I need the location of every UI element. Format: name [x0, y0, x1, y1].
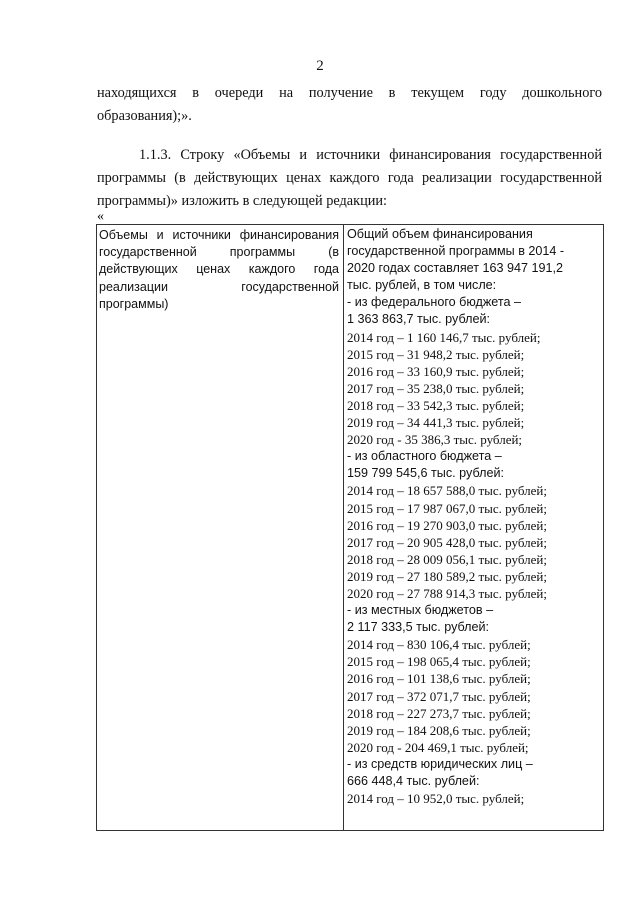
funding-line: 2016 год – 101 138,6 тыс. рублей;: [347, 671, 531, 687]
funding-line: 2015 год – 31 948,2 тыс. рублей;: [347, 346, 525, 362]
funding-line: 2014 год – 10 952,0 тыс. рублей;: [347, 791, 525, 807]
funding-line: 2017 год – 20 905 428,0 тыс. рублей;: [347, 534, 547, 550]
funding-line: 1 363 863,7 тыс. рублей:: [347, 312, 490, 327]
funding-line: 2020 год – 27 788 914,3 тыс. рублей;: [347, 585, 547, 601]
funding-line: 2014 год – 1 160 146,7 тыс. рублей;: [347, 329, 541, 345]
funding-table: [96, 224, 604, 831]
funding-line: - из областного бюджета –: [347, 449, 502, 464]
funding-line: 2016 год – 33 160,9 тыс. рублей;: [347, 363, 525, 379]
table-row: [97, 225, 604, 831]
funding-line: - из местных бюджетов –: [347, 603, 494, 618]
funding-line: 2018 год – 227 273,7 тыс. рублей;: [347, 705, 531, 721]
intro-line-4: программы (в действующих ценах каждого года реализации государственной: [97, 170, 602, 186]
funding-line: 2015 год – 198 065,4 тыс. рублей;: [347, 654, 531, 670]
page-number: 2: [316, 58, 324, 74]
funding-line: - из средств юридических лиц –: [347, 756, 533, 771]
intro-line-2: образования);».: [97, 108, 192, 124]
funding-line: 2019 год – 34 441,3 тыс. рублей;: [347, 415, 525, 431]
funding-line: 2017 год – 35 238,0 тыс. рублей;: [347, 380, 525, 396]
funding-details-cell: [344, 225, 604, 831]
funding-line: 666 448,4 тыс. рублей:: [347, 774, 480, 788]
funding-line: - из федерального бюджета –: [347, 295, 522, 310]
opening-quote: «: [97, 209, 104, 224]
intro-line-3: 1.1.3. Строку «Объемы и источники финансирования государственной: [139, 147, 602, 163]
funding-line: 2018 год – 33 542,3 тыс. рублей;: [347, 397, 525, 413]
funding-line: Общий объем финансирования: [347, 227, 533, 241]
funding-line: 2016 год – 19 270 903,0 тыс. рублей;: [347, 517, 547, 533]
intro-line-5: программы)» изложить в следующей редакции:: [97, 193, 388, 209]
funding-label-cell: [97, 225, 344, 831]
funding-line: государственной программы в 2014 -: [347, 244, 565, 259]
funding-details: [344, 225, 603, 807]
funding-line: 2019 год – 184 208,6 тыс. рублей;: [347, 722, 531, 738]
funding-line: 2017 год – 372 071,7 тыс. рублей;: [347, 688, 531, 704]
funding-line: 2014 год – 18 657 588,0 тыс. рублей;: [347, 483, 547, 499]
funding-line: 2014 год – 830 106,4 тыс. рублей;: [347, 637, 531, 653]
funding-line: тыс. рублей, в том числе:: [347, 278, 497, 293]
funding-label: Объемы и источники финансирования государственной программы (в действующих ценах каждого года реализации государственной программы): [99, 228, 339, 311]
funding-line: 2020 годах составляет 163 947 191,2: [347, 261, 564, 276]
funding-line: 2 117 333,5 тыс. рублей:: [347, 620, 490, 635]
funding-line: 159 799 545,6 тыс. рублей:: [347, 466, 504, 481]
funding-line: 2020 год - 204 469,1 тыс. рублей;: [347, 739, 529, 755]
funding-line: 2020 год - 35 386,3 тыс. рублей;: [347, 432, 523, 448]
funding-line: 2018 год – 28 009 056,1 тыс. рублей;: [347, 551, 547, 567]
funding-line: 2015 год – 17 987 067,0 тыс. рублей;: [347, 500, 547, 516]
intro-line-1: находящихся в очереди на получение в текущем году дошкольного: [97, 85, 602, 101]
funding-line: 2019 год – 27 180 589,2 тыс. рублей;: [347, 568, 547, 584]
